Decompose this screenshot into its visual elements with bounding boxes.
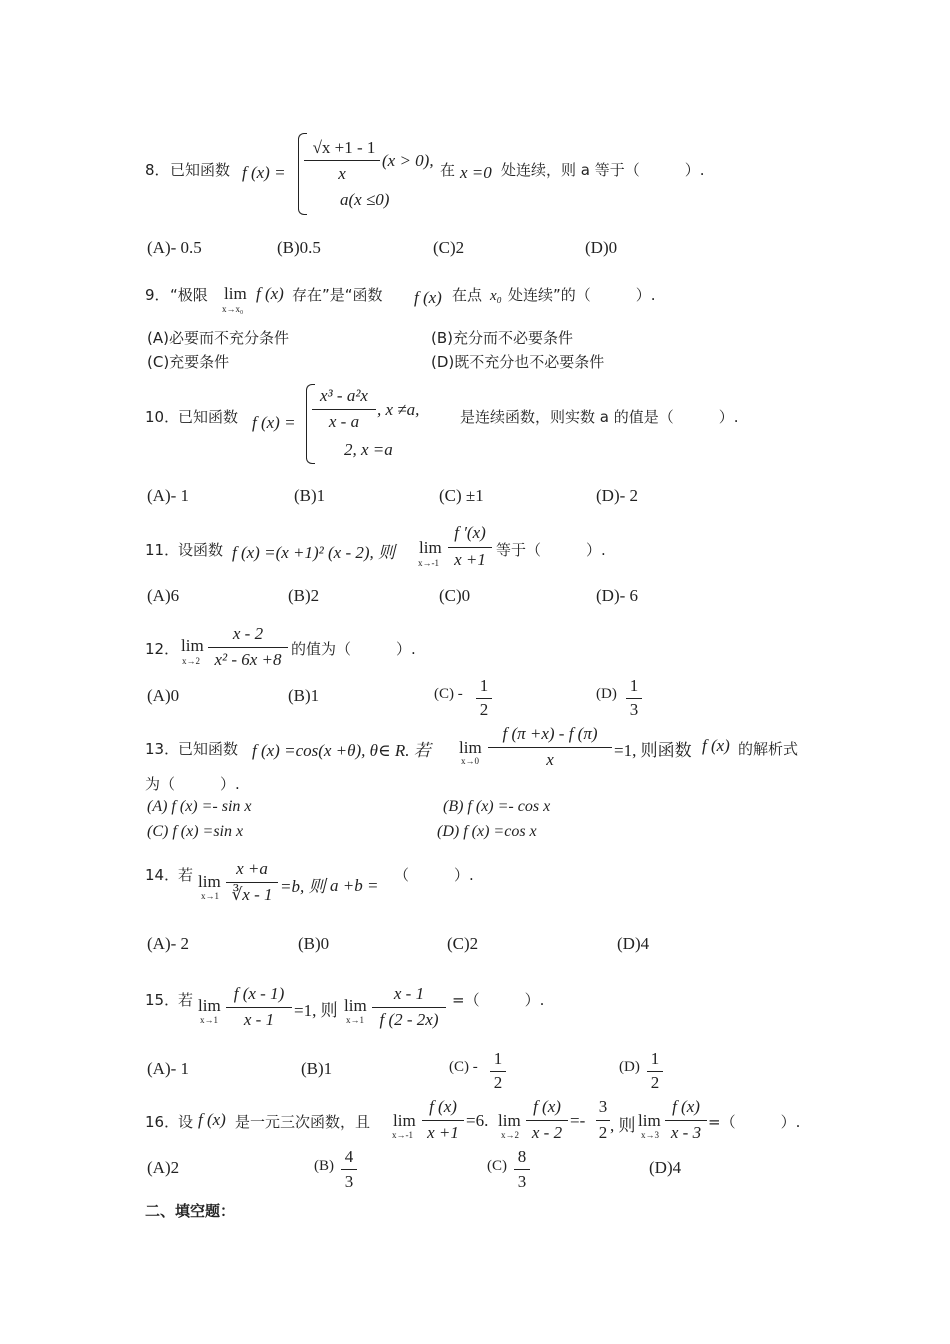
q8-option-b[interactable]: (B)0.5 [277, 238, 321, 257]
q14-numerator: x +a [236, 859, 268, 878]
q16-lim3: lim [638, 1111, 661, 1130]
q16-frac4-bar [665, 1120, 707, 1121]
q16-lim1-sub: x→-1 [392, 1130, 413, 1140]
q15-lim2-sub: x→1 [346, 1015, 364, 1025]
q11-number: 11． [145, 541, 180, 559]
q16-text1: 设 [178, 1113, 194, 1131]
q12-numerator: x - 2 [232, 624, 264, 643]
q16-lim2: lim [498, 1111, 521, 1130]
q14-option-a[interactable]: (A)- 2 [147, 934, 190, 953]
q13-text1: 已知函数 [178, 740, 239, 758]
q15-text1: 若 [178, 991, 194, 1009]
q16-option-b-denominator: 3 [344, 1172, 354, 1191]
q16-frac4-numerator: f (x) [672, 1097, 700, 1116]
q12-option-c-bar [476, 698, 492, 699]
q15-text3: =（ ）. [452, 991, 545, 1009]
q11-option-d[interactable]: (D)- 6 [596, 586, 639, 605]
q16-text3: =6. [466, 1111, 489, 1130]
q11-numerator: f ′(x) [454, 523, 486, 542]
q16-option-c-numerator: 8 [517, 1147, 527, 1166]
q16-option-b-numerator: 4 [344, 1147, 354, 1166]
q10-case1-denominator: x - a [328, 412, 360, 431]
q14-option-d[interactable]: (D)4 [617, 934, 650, 953]
q10-case1-numerator: x³ - a²x [320, 386, 368, 405]
q16-frac2-bar [526, 1120, 568, 1121]
q13-text2: =1, 则函数 [614, 741, 692, 760]
q14-option-b[interactable]: (B)0 [298, 934, 330, 953]
q15-option-d-bar [647, 1071, 663, 1072]
q12-denominator: x² - 6x +8 [214, 650, 282, 669]
q8-option-d[interactable]: (D)0 [585, 238, 618, 257]
q16-fx: f (x) [198, 1110, 226, 1129]
q16-option-b-bar [341, 1169, 357, 1170]
q16-option-b[interactable]: (B) [314, 1158, 334, 1174]
q12-option-d-numerator: 1 [629, 676, 639, 695]
q9-lim-sub: x→x₀ [222, 304, 244, 314]
q15-frac2-numerator: x - 1 [393, 984, 425, 1003]
q8-fraction-bar [304, 160, 380, 161]
q10-text1: 已知函数 [178, 408, 239, 426]
q15-frac1-denominator: x - 1 [243, 1010, 275, 1029]
q12-option-b[interactable]: (B)1 [288, 686, 320, 705]
q11-fraction-bar [448, 547, 492, 548]
q16-frac1-denominator: x +1 [427, 1123, 459, 1142]
q8-case1-condition: (x > 0), [382, 151, 434, 170]
q14-fraction-bar [226, 882, 278, 883]
q16-frac2-denominator: x - 2 [531, 1123, 563, 1142]
q16-frac2-numerator: f (x) [533, 1097, 561, 1116]
q10-fx: f (x) = [252, 413, 296, 432]
q16-frac1-bar [422, 1120, 464, 1121]
q15-option-b[interactable]: (B)1 [301, 1059, 333, 1078]
q8-option-c[interactable]: (C)2 [433, 238, 465, 257]
q12-option-c[interactable]: (C) - [434, 686, 463, 702]
q8-text2: 在 [440, 161, 456, 179]
q14-number: 14． [145, 866, 180, 884]
q15-option-c-numerator: 1 [493, 1049, 503, 1068]
q8-text: 已知函数 [170, 161, 231, 179]
q15-lim2: lim [344, 996, 367, 1015]
q15-frac2-bar [372, 1007, 446, 1008]
q16-option-c[interactable]: (C) [487, 1158, 507, 1174]
q13-text3: 的解析式 [738, 740, 799, 758]
q16-option-a[interactable]: (A)2 [147, 1158, 180, 1177]
q12-option-c-denominator: 2 [479, 700, 489, 719]
q10-case2: 2, x =a [344, 440, 393, 459]
q13-denominator: x [546, 750, 554, 769]
q15-lim-sub: x→1 [200, 1015, 218, 1025]
q8-case1-denominator: x [338, 164, 346, 183]
q13-text4: 为（ ）. [145, 775, 240, 793]
q12-option-d-denominator: 3 [629, 700, 639, 719]
q16-text4: =- [570, 1111, 586, 1130]
section-2-title: 二、填空题： [145, 1202, 236, 1220]
q10-option-c[interactable]: (C) ±1 [439, 486, 484, 505]
q11-option-c[interactable]: (C)0 [439, 586, 471, 605]
q13-expr: f (x) =cos(x +θ), θ∈ R. 若 [252, 741, 431, 760]
q14-expr: a +b = [330, 876, 379, 895]
q10-fraction-bar [312, 409, 376, 410]
q10-option-d[interactable]: (D)- 2 [596, 486, 639, 505]
q14-text1: 若 [178, 866, 194, 884]
q8-fx: f (x) = [242, 163, 286, 182]
q15-option-d-numerator: 1 [650, 1049, 660, 1068]
q11-lim-sub: x→-1 [418, 558, 439, 568]
q9-option-a[interactable]: (A)必要而不充分条件 [147, 329, 289, 347]
q14-option-c[interactable]: (C)2 [447, 934, 479, 953]
q12-text1: 的值为（ ）. [291, 640, 416, 658]
q13-option-d[interactable]: (D) f (x) =cos x [437, 823, 537, 840]
q9-text3: 在点 [452, 286, 483, 304]
q13-number: 13． [145, 740, 180, 758]
q11-expr: f (x) =(x +1)² (x - 2), 则 [232, 543, 396, 562]
q16-lim3-sub: x→3 [641, 1130, 659, 1140]
q9-x0: x₀ [490, 288, 502, 304]
q12-lim: lim [181, 636, 204, 655]
q11-option-a[interactable]: (A)6 [147, 586, 180, 605]
q11-text2: 等于（ ）. [496, 541, 606, 559]
q13-fx: f (x) [702, 736, 730, 755]
q8-case1-numerator: √x +1 - 1 [312, 138, 376, 157]
q14-lim: lim [198, 872, 221, 891]
q13-numerator: f (π +x) - f (π) [502, 724, 598, 743]
q11-lim: lim [419, 538, 442, 557]
q9-text2: 存在”是“函数 [292, 286, 383, 304]
q11-text1: 设函数 [178, 541, 224, 559]
q16-lim2-sub: x→2 [501, 1130, 519, 1140]
q8-option-a[interactable]: (A)- 0.5 [147, 238, 202, 257]
q13-lim-sub: x→0 [461, 756, 479, 766]
q12-option-c-numerator: 1 [479, 676, 489, 695]
q8-case2: a(x ≤0) [340, 190, 390, 209]
q8-text3: 处连续，则 a 等于（ ）. [501, 161, 705, 179]
q12-fraction-bar [208, 647, 288, 648]
q15-text2: =1, 则 [294, 1001, 338, 1020]
q15-option-c[interactable]: (C) - [449, 1059, 478, 1075]
q15-frac2-denominator: f (2 - 2x) [379, 1010, 439, 1029]
q16-lim1: lim [393, 1111, 416, 1130]
q15-frac1-bar [226, 1007, 292, 1008]
q15-option-d-denominator: 2 [650, 1073, 660, 1092]
q14-text2: =b, 则 [280, 877, 326, 896]
q14-lim-sub: x→1 [201, 891, 219, 901]
q14-text3: （ ）. [394, 866, 474, 884]
q16-text5: , 则 [610, 1116, 636, 1135]
q9-fx: f (x) [256, 284, 284, 303]
q15-option-d[interactable]: (D) [619, 1059, 640, 1075]
q9-text1: “极限 [170, 286, 208, 304]
q9-option-b[interactable]: (B)充分而不必要条件 [431, 329, 573, 347]
q16-frac4-denominator: x - 3 [670, 1123, 702, 1142]
q13-option-b[interactable]: (B) f (x) =- cos x [443, 798, 551, 815]
q9-option-c[interactable]: (C)充要条件 [147, 353, 230, 371]
q13-fraction-bar [488, 747, 612, 748]
q16-text2: 是一元三次函数，且 [235, 1113, 371, 1131]
q9-number: 9． [145, 286, 170, 304]
q16-number: 16． [145, 1113, 180, 1131]
q12-option-d[interactable]: (D) [596, 686, 617, 702]
q15-option-c-denominator: 2 [493, 1073, 503, 1092]
q8-at: x =0 [460, 163, 492, 182]
q15-option-a[interactable]: (A)- 1 [147, 1059, 190, 1078]
q12-option-a[interactable]: (A)0 [147, 686, 180, 705]
q14-denominator: ∛x - 1 [231, 885, 273, 904]
q12-option-d-bar [626, 698, 642, 699]
q8-number: 8． [145, 161, 170, 179]
q10-number: 10． [145, 408, 180, 426]
q9-text4: 处连续”的（ ）. [508, 286, 656, 304]
q16-text6: =（ ）. [708, 1113, 801, 1131]
q13-option-a[interactable]: (A) f (x) =- sin x [147, 798, 252, 815]
q10-case1-condition: , x ≠a, [377, 400, 420, 419]
q10-option-a[interactable]: (A)- 1 [147, 486, 190, 505]
q15-lim: lim [198, 996, 221, 1015]
q9-lim: lim [224, 284, 247, 303]
q12-number: 12． [145, 640, 180, 658]
q15-number: 15． [145, 991, 180, 1009]
q10-text2: 是连续函数，则实数 a 的值是（ ）. [460, 408, 739, 426]
q11-option-b[interactable]: (B)2 [288, 586, 320, 605]
q9-fx2: f (x) [414, 288, 442, 307]
q16-frac1-numerator: f (x) [429, 1097, 457, 1116]
q16-option-c-denominator: 3 [517, 1172, 527, 1191]
q13-lim: lim [459, 738, 482, 757]
q10-option-b[interactable]: (B)1 [294, 486, 326, 505]
q16-frac3-denominator: 2 [598, 1123, 608, 1142]
q16-option-c-bar [514, 1169, 530, 1170]
q16-frac3-bar [596, 1120, 610, 1121]
q11-denominator: x +1 [454, 550, 486, 569]
q9-option-d[interactable]: (D)既不充分也不必要条件 [431, 353, 605, 371]
q12-lim-sub: x→2 [182, 656, 200, 666]
q15-frac1-numerator: f (x - 1) [233, 984, 285, 1003]
q16-option-d[interactable]: (D)4 [649, 1158, 682, 1177]
q16-frac3-numerator: 3 [598, 1097, 608, 1116]
q15-option-c-bar [490, 1071, 506, 1072]
q13-option-c[interactable]: (C) f (x) =sin x [147, 823, 244, 840]
